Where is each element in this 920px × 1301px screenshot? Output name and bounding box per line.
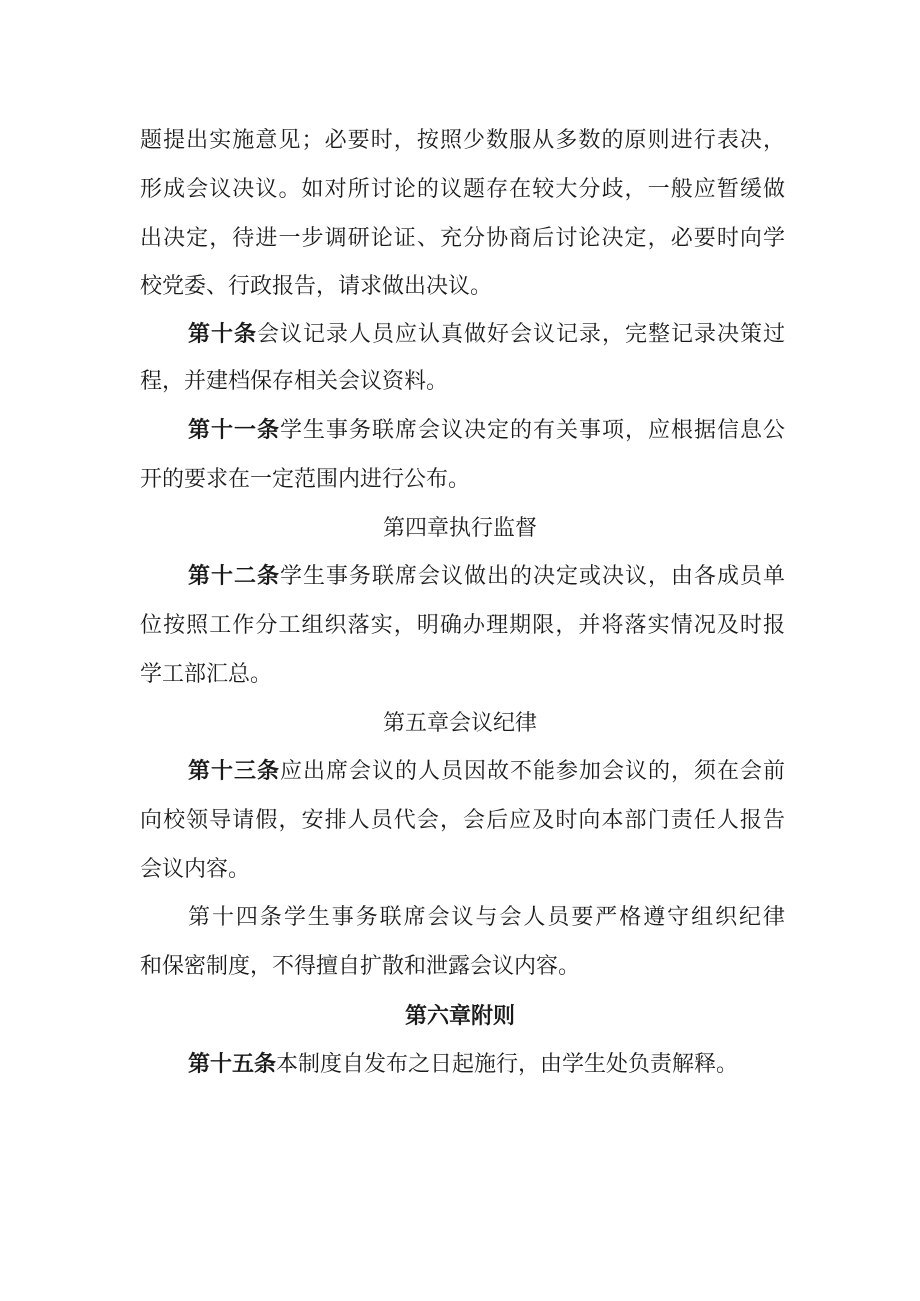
article-12-first-line (188, 562, 785, 592)
paragraph-line: 程，并建档保存相关会议资料。 (140, 369, 449, 394)
article-number: 第十条 (188, 322, 257, 347)
article-text: 应出席会议的人员因故不能参加会议的，须在会前 (280, 759, 785, 784)
article-number: 第十五条 (188, 1052, 277, 1077)
paragraph-line: 形成会议决议。如对所讨论的议题存在较大分歧，一般应暂缓做 (140, 177, 785, 202)
article-number: 第十三条 (188, 759, 280, 784)
chapter-5-heading: 第五章会议纪律 (382, 711, 537, 736)
article-text: 学生事务联席会议决定的有关事项，应根据信息公 (280, 418, 785, 443)
paragraph-line: 开的要求在一定范围内进行公布。 (140, 467, 471, 492)
article-14-first-line: 第十四条学生事务联席会议与会人员要严格遵守组织纪律 (188, 905, 785, 930)
chapter-4-heading: 第四章执行监督 (382, 516, 537, 541)
article-15-line (188, 1050, 785, 1080)
paragraph-line: 向校领导请假，安排人员代会，会后应及时向本部门责任人报告 (140, 808, 785, 833)
chapter-6-heading: 第六章附则 (404, 1004, 515, 1029)
article-13-first-line (188, 757, 785, 787)
article-text: 本制度自发布之日起施行，由学生处负责解释。 (276, 1052, 739, 1077)
paragraph-line: 会议内容。 (140, 857, 251, 882)
paragraph-line: 校党委、行政报告，请求做出决议。 (140, 274, 493, 299)
paragraph-line: 位按照工作分工组织落实，明确办理期限，并将落实情况及时报 (140, 613, 785, 638)
article-text: 会议记录人员应认真做好会议记录，完整记录决策过 (257, 322, 785, 347)
article-number: 第十一条 (188, 418, 280, 443)
article-number: 第十二条 (188, 564, 280, 589)
article-text: 学生事务联席会议做出的决定或决议，由各成员单 (280, 564, 785, 589)
article-10-first-line (188, 320, 785, 350)
paragraph-line: 和保密制度，不得擅自扩散和泄露会议内容。 (140, 954, 581, 979)
paragraph-line: 出决定，待进一步调研论证、充分协商后讨论决定，必要时向学 (140, 226, 785, 251)
paragraph-line: 题提出实施意见；必要时，按照少数服从多数的原则进行表决， (140, 128, 785, 153)
paragraph-line: 学工部汇总。 (140, 662, 273, 687)
article-11-first-line (188, 416, 785, 446)
